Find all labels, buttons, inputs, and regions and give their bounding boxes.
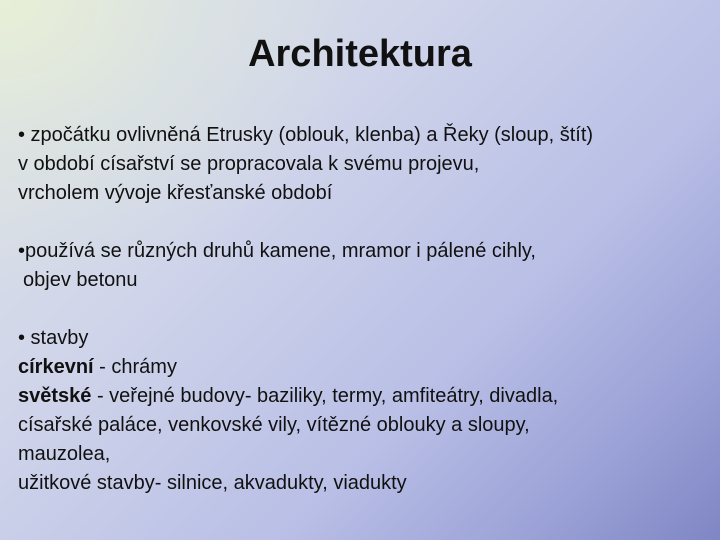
paragraph-line — [18, 353, 708, 382]
paragraph-buildings — [18, 324, 708, 498]
paragraph-line — [18, 382, 708, 411]
paragraph-influences — [18, 121, 708, 208]
paragraph-line: císařské paláce, venkovské vily, vítězné oblouky a sloupy, — [18, 414, 530, 436]
term-secular: světské — [18, 385, 92, 407]
term-sacred: církevní — [18, 356, 94, 378]
paragraph-line: • stavby — [18, 327, 89, 349]
paragraph-line: mauzolea, — [18, 443, 111, 465]
term-sacred-text: - chrámy — [93, 356, 177, 378]
paragraph-line: •používá se různých druhů kamene, mramor i pálené cihly, — [18, 240, 536, 262]
paragraph-line: v období císařství se propracovala k svému projevu, — [18, 153, 480, 175]
paragraph-line: vrcholem vývoje křesťanské období — [18, 182, 333, 204]
paragraph-line: objev betonu — [23, 269, 138, 291]
term-secular-text: - veřejné budovy- baziliky, termy, amfiteátry, divadla, — [91, 385, 559, 407]
slide-body — [18, 121, 708, 527]
paragraph-line: • zpočátku ovlivněná Etrusky (oblouk, klenba) a Řeky (sloup, štít) — [18, 124, 594, 146]
paragraph-line: užitkové stavby- silnice, akvadukty, viadukty — [18, 472, 407, 494]
paragraph-materials — [18, 237, 708, 295]
slide-title: Architektura — [248, 33, 472, 75]
